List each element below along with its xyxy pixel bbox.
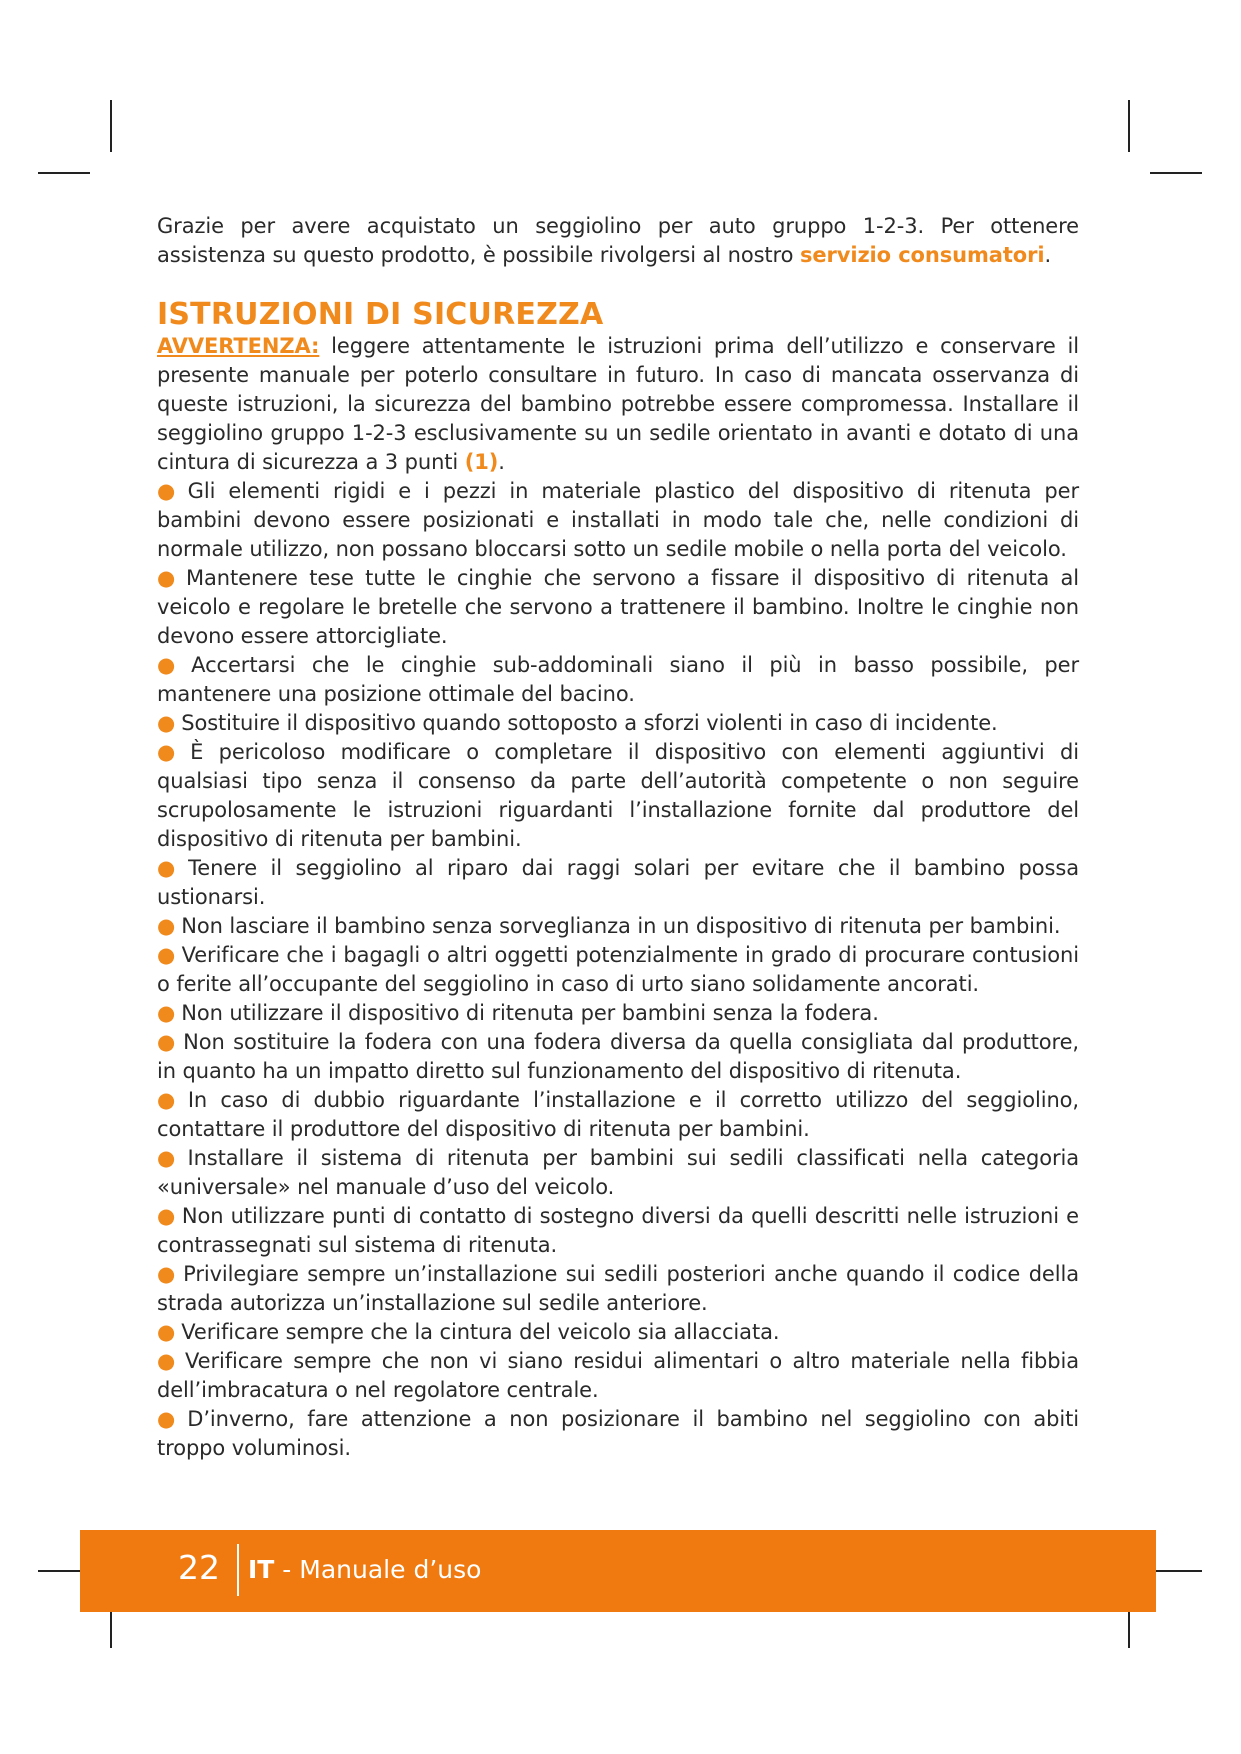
- list-item: [157, 709, 1079, 738]
- warning-label: AVVERTENZA:: [157, 334, 320, 358]
- list-item-text: Sostituire il dispositivo quando sottoposto a sforzi violenti in caso di incidente.: [181, 711, 998, 735]
- consumer-service-link[interactable]: servizio consumatori: [799, 243, 1045, 267]
- list-item: [157, 1086, 1079, 1144]
- list-item: [157, 1405, 1079, 1463]
- bullet-dot-icon: ●: [157, 1407, 182, 1431]
- page-number: 22: [178, 1548, 220, 1587]
- crop-mark-top-right-horizontal: [1150, 172, 1202, 174]
- list-item-text: Non lasciare il bambino senza sorveglianza in un dispositivo di ritenuta per bambini.: [181, 914, 1061, 938]
- warning-paragraph: [157, 332, 1079, 477]
- list-item: [157, 651, 1079, 709]
- warning-text: leggere attentamente le istruzioni prima dell’utilizzo e conservare il presente manuale per poterlo consultare in futuro. In caso di mancata osservanza di queste istruzioni, la sicurezza del bambino potrebbe essere compromessa. Installare il seggiolino gruppo 1-2-3 esclusivamente su un sedile orientato in avanti e dotato di una cintura di sicurezza a 3 punti: [157, 334, 1079, 474]
- bullet-dot-icon: ●: [157, 914, 176, 938]
- safety-bullet-list: [157, 477, 1079, 1463]
- bullet-dot-icon: ●: [157, 479, 182, 503]
- crop-mark-top-right-vertical: [1128, 100, 1130, 152]
- list-item: [157, 1144, 1079, 1202]
- list-item: [157, 912, 1079, 941]
- manual-title: - Manuale d’uso: [274, 1555, 482, 1584]
- list-item-text: Verificare sempre che non vi siano residui alimentari o altro materiale nella fibbia dell’imbracatura o nel regolatore centrale.: [157, 1349, 1079, 1402]
- bullet-dot-icon: ●: [157, 1320, 176, 1344]
- bullet-dot-icon: ●: [157, 711, 176, 735]
- bullet-dot-icon: ●: [157, 653, 186, 677]
- bullet-dot-icon: ●: [157, 1262, 178, 1286]
- bullet-dot-icon: ●: [157, 943, 176, 967]
- list-item-text: In caso di dubbio riguardante l’installazione e il corretto utilizzo del seggiolino, contattare il produttore del dispositivo di ritenuta per bambini.: [157, 1088, 1079, 1141]
- list-item: [157, 1347, 1079, 1405]
- list-item-text: Verificare sempre che la cintura del veicolo sia allacciata.: [181, 1320, 780, 1344]
- list-item-text: Installare il sistema di ritenuta per bambini sui sedili classificati nella categoria «universale» nel manuale d’uso del veicolo.: [157, 1146, 1079, 1199]
- list-item-text: Non utilizzare punti di contatto di sostegno diversi da quelli descritti nelle istruzioni e contrassegnati sul sistema di ritenuta.: [157, 1204, 1079, 1257]
- list-item: [157, 1260, 1079, 1318]
- list-item: [157, 564, 1079, 651]
- list-item-text: D’inverno, fare attenzione a non posizionare il bambino nel seggiolino con abiti troppo voluminosi.: [157, 1407, 1079, 1460]
- section-title: ISTRUZIONI DI SICUREZZA: [157, 297, 604, 332]
- list-item: [157, 1202, 1079, 1260]
- list-item: [157, 854, 1079, 912]
- list-item: [157, 477, 1079, 564]
- bullet-dot-icon: ●: [157, 1146, 182, 1170]
- list-item-text: Non utilizzare il dispositivo di ritenuta per bambini senza la fodera.: [181, 1001, 879, 1025]
- bullet-dot-icon: ●: [157, 1088, 182, 1112]
- list-item-text: È pericoloso modificare o completare il dispositivo con elementi aggiuntivi di qualsiasi tipo senza il consenso da parte dell’autorità competente o non seguire scrupolosamente le istruzioni riguardanti l’installazione fornite dal produttore del dispositivo di ritenuta per bambini.: [157, 740, 1079, 851]
- crop-mark-top-left-horizontal: [38, 172, 90, 174]
- bullet-dot-icon: ●: [157, 1030, 178, 1054]
- intro-text: Grazie per avere acquistato un seggiolino per auto gruppo 1-2-3. Per ottenere assistenza su questo prodotto, è possibile rivolgersi al nostro: [157, 214, 1079, 267]
- footer-title: [248, 1555, 481, 1585]
- list-item: [157, 738, 1079, 854]
- list-item: [157, 1318, 1079, 1347]
- list-item-text: Privilegiare sempre un’installazione sui sedili posteriori anche quando il codice della strada autorizza un’installazione sul sedile anteriore.: [157, 1262, 1079, 1315]
- bullet-dot-icon: ●: [157, 740, 185, 764]
- crop-mark-top-left-vertical: [110, 100, 112, 152]
- intro-paragraph: [157, 212, 1079, 270]
- bullet-dot-icon: ●: [157, 1001, 176, 1025]
- list-item: [157, 941, 1079, 999]
- bullet-dot-icon: ●: [157, 566, 180, 590]
- crop-mark-bottom-right-horizontal: [1150, 1570, 1202, 1572]
- bullet-dot-icon: ●: [157, 856, 183, 880]
- figure-reference: (1): [464, 450, 499, 474]
- list-item: [157, 999, 1079, 1028]
- list-item-text: Verificare che i bagagli o altri oggetti potenzialmente in grado di procurare contusioni o ferite all’occupante del seggiolino in caso di urto siano solidamente ancorati.: [157, 943, 1079, 996]
- list-item: [157, 1028, 1079, 1086]
- list-item-text: Non sostituire la fodera con una fodera diversa da quella consigliata dal produttore, in quanto ha un impatto diretto sul funzionamento del dispositivo di ritenuta.: [157, 1030, 1079, 1083]
- language-code: IT: [248, 1555, 275, 1584]
- warning-end: .: [498, 450, 505, 474]
- footer-divider: [237, 1544, 239, 1596]
- intro-end: .: [1044, 243, 1052, 267]
- list-item-text: Gli elementi rigidi e i pezzi in materiale plastico del dispositivo di ritenuta per bambini devono essere posizionati e installati in modo tale che, nelle condizioni di normale utilizzo, non possano bloccarsi sotto un sedile mobile o nella porta del veicolo.: [157, 479, 1079, 561]
- footer-band: [80, 1530, 1156, 1612]
- list-item-text: Tenere il seggiolino al riparo dai raggi solari per evitare che il bambino possa ustionarsi.: [157, 856, 1079, 909]
- list-item-text: Accertarsi che le cinghie sub-addominali siano il più in basso possibile, per mantenere una posizione ottimale del bacino.: [157, 653, 1080, 706]
- bullet-dot-icon: ●: [157, 1204, 176, 1228]
- list-item-text: Mantenere tese tutte le cinghie che servono a fissare il dispositivo di ritenuta al veicolo e regolare le bretelle che servono a trattenere il bambino. Inoltre le cinghie non devono essere attorcigliate.: [157, 566, 1079, 648]
- bullet-dot-icon: ●: [157, 1349, 180, 1373]
- page-content: [157, 212, 1079, 1463]
